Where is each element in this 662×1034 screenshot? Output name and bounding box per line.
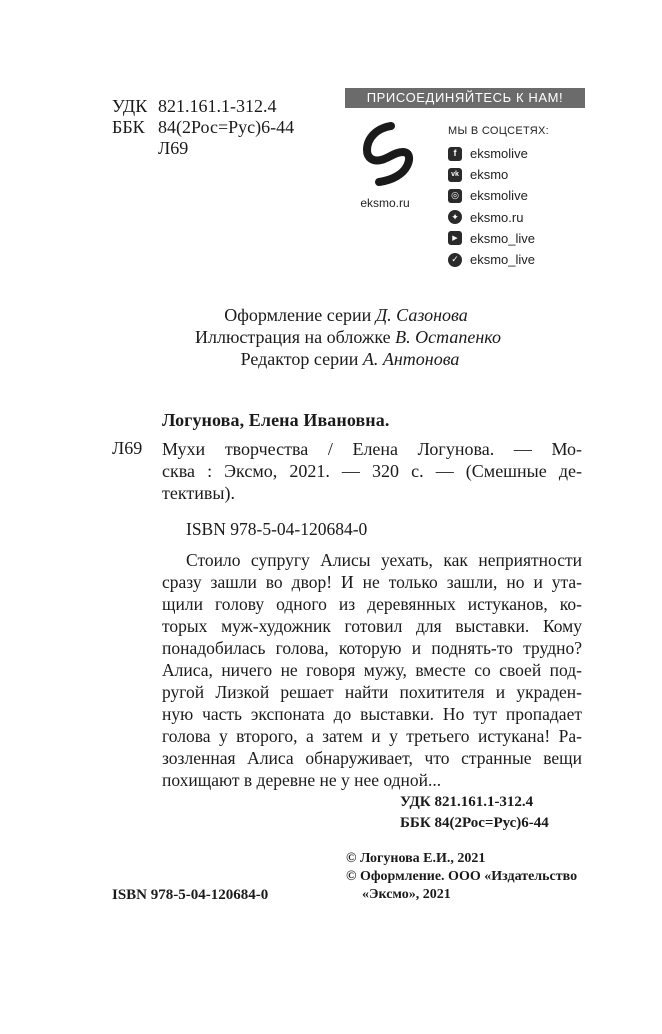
annotation-line: ругой Лизкой решает найти похитителя и украден- bbox=[162, 682, 582, 702]
annotation-line: зозленная Алиса обнаруживает, что странные вещи bbox=[162, 748, 582, 768]
social-item-twitter[interactable] bbox=[448, 249, 535, 270]
annotation bbox=[162, 549, 582, 791]
author-mark: Л69 bbox=[158, 138, 189, 158]
youtube-icon: ▶ bbox=[448, 231, 462, 245]
copyright-design-cont: «Эксмо», 2021 bbox=[362, 887, 451, 902]
annotation-line: понадобилась голова, которую и поднять-то трудно? bbox=[162, 638, 582, 658]
credit-role: Оформление серии bbox=[224, 305, 376, 325]
author-heading: Логунова, Елена Ивановна. bbox=[162, 410, 390, 430]
copyright-author: © Логунова Е.И., 2021 bbox=[346, 851, 486, 866]
footer-bbk: ББК 84(2Рос=Рус)6-44 bbox=[400, 815, 549, 831]
social-label: eksmo bbox=[470, 167, 509, 183]
twitter-icon: ✓ bbox=[448, 253, 462, 267]
credit-role: Редактор серии bbox=[240, 349, 363, 369]
bbk-line bbox=[112, 117, 294, 138]
social-label: eksmo_live bbox=[470, 230, 536, 246]
credit-line bbox=[0, 304, 662, 326]
annotation-line: Стоило супругу Алисы уехать, как неприятности bbox=[186, 550, 582, 570]
annotation-line: щили голову одного из деревянных истуканов, ко- bbox=[162, 594, 582, 614]
facebook-icon: f bbox=[448, 147, 462, 161]
social-label: eksmo_live bbox=[470, 252, 536, 268]
eksmo-site-link[interactable]: eksmo.ru bbox=[360, 196, 410, 210]
social-item-pinterest[interactable] bbox=[448, 207, 535, 228]
social-item-youtube[interactable] bbox=[448, 228, 535, 249]
udk-value: 821.161.1-312.4 bbox=[158, 96, 277, 116]
credit-role: Иллюстрация на обложке bbox=[195, 327, 396, 347]
bbk-label: ББК bbox=[112, 117, 145, 137]
description-line: сква : Эксмо, 2021. — 320 с. — (Смешные де- bbox=[162, 461, 582, 481]
copyright-design: © Оформление. ООО «Издательство bbox=[346, 869, 578, 884]
social-label: eksmo.ru bbox=[470, 209, 524, 225]
credit-name: А. Антонова bbox=[362, 349, 460, 369]
social-title: МЫ В СОЦСЕТЯХ: bbox=[448, 125, 550, 137]
annotation-line: голова у второго, а затем и у третьего истукана! Ра- bbox=[162, 726, 582, 746]
udk-label: УДК bbox=[112, 96, 148, 116]
credit-line bbox=[0, 326, 662, 348]
social-item-facebook[interactable] bbox=[448, 143, 535, 164]
footer-classification bbox=[400, 792, 549, 834]
annotation-line: Алиса, ничего не говоря мужу, вместе со своей под- bbox=[162, 660, 582, 680]
annotation-line: ную часть экспоната до выставки. Но тут пропадает bbox=[162, 704, 582, 724]
social-label: eksmolive bbox=[470, 146, 528, 162]
copyright-block bbox=[346, 850, 596, 904]
credit-name: Д. Сазонова bbox=[375, 305, 468, 325]
udk-line bbox=[112, 96, 294, 117]
annotation-line: сразу зашли во двор! И не только зашли, но и ута- bbox=[162, 572, 582, 592]
vk-icon: vk bbox=[448, 168, 462, 182]
description-line: тективы). bbox=[162, 483, 235, 503]
description-line: Мухи творчества / Елена Логунова. — Мо- bbox=[162, 439, 582, 459]
bibliographic-description bbox=[162, 438, 582, 504]
bibliography-mark: Л69 bbox=[112, 438, 143, 458]
isbn-inline: ISBN 978-5-04-120684-0 bbox=[186, 519, 368, 539]
social-label: eksmolive bbox=[470, 188, 528, 204]
social-list bbox=[448, 143, 535, 270]
eksmo-logo-icon bbox=[355, 122, 415, 186]
annotation-line: похищают в деревне не у нее одной... bbox=[162, 770, 442, 790]
isbn-footer: ISBN 978-5-04-120684-0 bbox=[112, 887, 269, 903]
bbk-value: 84(2Рос=Рус)6-44 bbox=[158, 117, 295, 137]
social-item-instagram[interactable] bbox=[448, 185, 535, 206]
credits-block bbox=[0, 304, 662, 370]
annotation-line: торых муж-художник готовил для выставки. Кому bbox=[162, 616, 582, 636]
instagram-icon: ◎ bbox=[448, 189, 462, 203]
pinterest-icon: ✦ bbox=[448, 210, 462, 224]
join-banner: ПРИСОЕДИНЯЙТЕСЬ К НАМ! bbox=[345, 88, 585, 108]
social-item-vk[interactable] bbox=[448, 164, 535, 185]
credit-name: В. Остапенко bbox=[395, 327, 501, 347]
classification-block bbox=[112, 96, 294, 159]
credit-line bbox=[0, 348, 662, 370]
footer-udk: УДК 821.161.1-312.4 bbox=[400, 794, 534, 810]
